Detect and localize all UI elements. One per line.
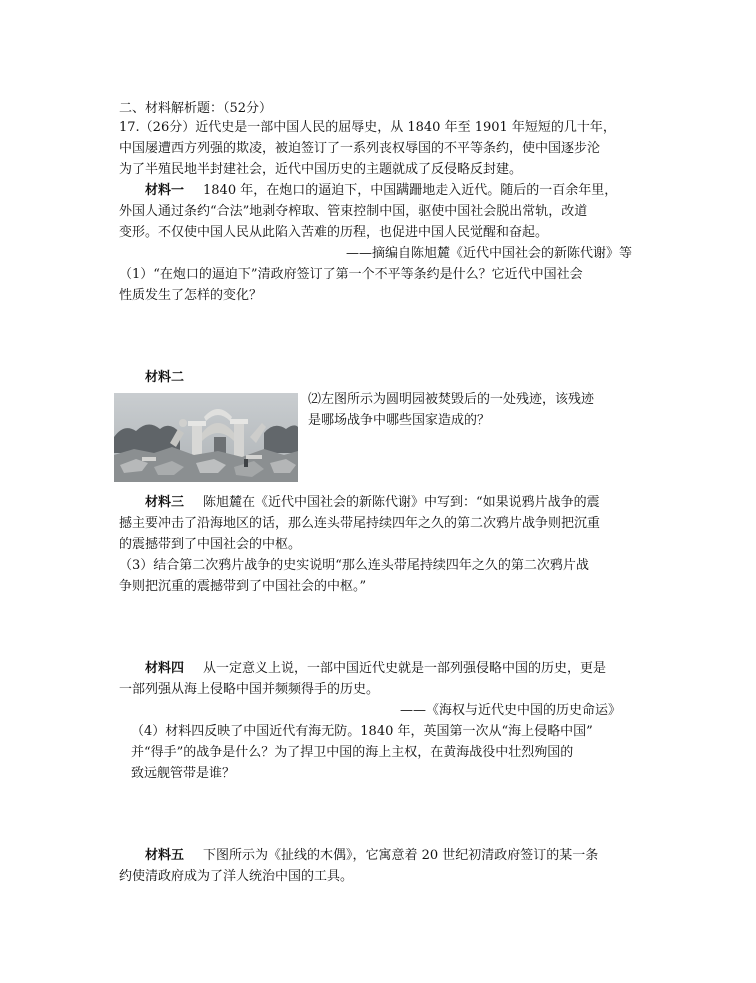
question-intro-line-1: 17.（26分）近代史是一部中国人民的屈辱史，从 1840 年至 1901 年短短的几十年， [119,120,616,135]
material4-line-2: 一部列强从海上侵略中国并频频得手的历史。 [119,682,380,697]
material5-line-2: 约使清政府成为了洋人统治中国的工具。 [119,869,354,884]
question-intro-line-3: 为了半殖民地半封建社会，近代中国历史的主题就成了反侵略反封建。 [119,162,523,177]
question-intro-line-2: 中国屡遭西方列强的欺凌，被迫签订了一系列丧权辱国的不平等条约，使中国逐步沦 [119,141,601,156]
material3-line-1: 陈旭麓在《近代中国社会的新陈代谢》中写到：“如果说鸦片战争的震 [203,495,600,510]
material3-line-2: 撼主要冲击了沿海地区的话，那么连头带尾持续四年之久的第二次鸦片战争则把沉重 [119,516,601,531]
q1-line-2: 性质发生了怎样的变化？ [119,288,263,303]
material1-line-1: 1840 年，在炮口的逼迫下，中国蹒跚地走入近代。随后的一百余年里， [203,183,618,198]
material4-line-1: 从一定意义上说，一部中国近代史就是一部列强侵略中国的历史，更是 [203,661,607,676]
material1-line-3: 变形。不仅使中国人民从此陷入苦难的历程，也促进中国人民觉醒和奋起。 [119,225,549,240]
q4-line-3: 致远舰管带是谁？ [131,766,236,781]
material1-line-2: 外国人通过条约“合法”地剥夺榨取、管束控制中国，驱使中国社会脱出常轨，改道 [119,204,588,219]
q1-line-1: （1）“在炮口的逼迫下”清政府签订了第一个不平等条约是什么？它近代中国社会 [119,267,583,282]
q3-line-2: 争则把沉重的震撼带到了中国社会的中枢。” [119,579,367,594]
section-title: 二、材料解析题：（52分） [119,101,273,116]
q4-line-1: （4）材料四反映了中国近代有海无防。1840 年，英国第一次从“海上侵略中国” [131,724,593,739]
q4-line-2: 并“得手”的战争是什么？为了捍卫中国的海上主权，在黄海战役中壮烈殉国的 [131,745,574,760]
material3-label: 材料三 [145,495,185,510]
material1-label: 材料一 [145,183,185,198]
material5-label: 材料五 [145,848,185,863]
material4-label: 材料四 [145,661,185,676]
material2-label: 材料二 [145,370,185,385]
material4-source: ——《海权与近代史中国的历史命运》 [400,703,622,718]
material2-question-line-2: 是哪场战争中哪些国家造成的？ [308,413,491,428]
material3-line-3: 的震撼带到了中国社会的中枢。 [119,537,302,552]
material5-line-1: 下图所示为《扯线的木偶》，它寓意着 20 世纪初清政府签订的某一条 [203,848,599,863]
material1-source: ——摘编自陈旭麓《近代中国社会的新陈代谢》等 [346,246,633,261]
material2-question-line-1: ⑵左图所示为圆明园被焚毁后的一处残迹，该残迹 [308,392,595,407]
q3-line-1: （3）结合第二次鸦片战争的史实说明“那么连头带尾持续四年之久的第二次鸦片战 [119,558,589,573]
yuanmingyuan-ruins-photo [114,393,298,482]
